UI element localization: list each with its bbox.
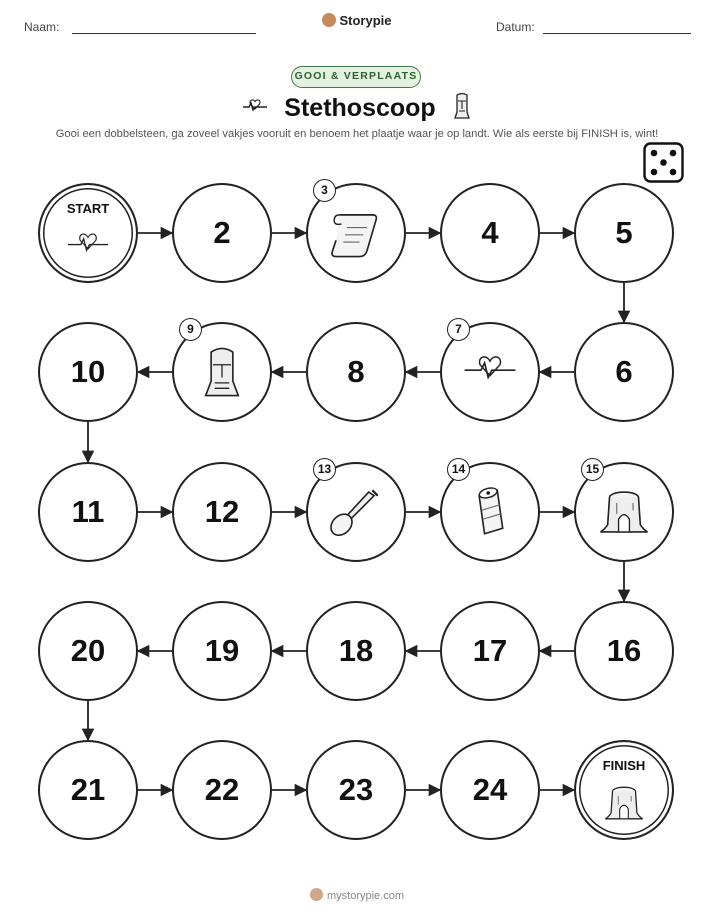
space-number: 17 bbox=[472, 633, 508, 668]
space-number-badge: 9 bbox=[179, 318, 202, 341]
space-number: 8 bbox=[347, 354, 365, 389]
space-number: 11 bbox=[71, 494, 105, 529]
start-space[interactable] bbox=[38, 183, 138, 283]
brand-name: Storypie bbox=[339, 13, 392, 28]
footer-text: mystorypie.com bbox=[326, 890, 405, 902]
board-space-16[interactable] bbox=[574, 601, 674, 701]
space-number-badge: 7 bbox=[447, 318, 470, 341]
tree-stump-icon bbox=[595, 483, 653, 541]
footer bbox=[0, 888, 714, 902]
space-number: 24 bbox=[472, 772, 508, 807]
board-space-18[interactable] bbox=[306, 601, 406, 701]
board-space-20[interactable] bbox=[38, 601, 138, 701]
board-space-8[interactable] bbox=[306, 322, 406, 422]
board-space-11[interactable] bbox=[38, 462, 138, 562]
space-number-badge: 13 bbox=[313, 458, 336, 481]
tree-stump-icon bbox=[601, 780, 647, 826]
space-number: 6 bbox=[615, 354, 633, 389]
space-number: 2 bbox=[213, 215, 231, 250]
finish-label: FINISH bbox=[602, 758, 646, 773]
space-number: 16 bbox=[606, 633, 642, 668]
scroll-icon bbox=[327, 204, 385, 262]
board-space-23[interactable] bbox=[306, 740, 406, 840]
board-space-5[interactable] bbox=[574, 183, 674, 283]
board-space-24[interactable] bbox=[440, 740, 540, 840]
board-space-10[interactable] bbox=[38, 322, 138, 422]
space-number: 10 bbox=[70, 354, 106, 389]
trumpet-horn-icon bbox=[327, 483, 385, 541]
board-space-6[interactable] bbox=[574, 322, 674, 422]
finish-space[interactable] bbox=[574, 740, 674, 840]
board-space-2[interactable] bbox=[172, 183, 272, 283]
title-text: Stethoscoop bbox=[284, 94, 436, 122]
board-space-21[interactable] bbox=[38, 740, 138, 840]
space-number: 18 bbox=[338, 633, 374, 668]
space-number: 22 bbox=[204, 772, 240, 807]
category-pill: GOOI & VERPLAATS bbox=[291, 66, 421, 88]
space-number-badge: 15 bbox=[581, 458, 604, 481]
paper-roll-icon bbox=[461, 483, 519, 541]
space-number: 23 bbox=[338, 772, 374, 807]
instructions: Gooi een dobbelsteen, ga zoveel vakjes vooruit en benoem het plaatje waar je op landt. Wie als eerste bij FINISH is, wint! bbox=[55, 128, 659, 140]
space-number-badge: 3 bbox=[313, 179, 336, 202]
space-number: 19 bbox=[204, 633, 240, 668]
space-number-badge: 14 bbox=[447, 458, 470, 481]
board-space-19[interactable] bbox=[172, 601, 272, 701]
board-space-22[interactable] bbox=[172, 740, 272, 840]
space-number: 21 bbox=[70, 772, 106, 807]
moai-statue-icon bbox=[193, 343, 251, 401]
board-space-12[interactable] bbox=[172, 462, 272, 562]
space-number: 4 bbox=[481, 215, 499, 250]
date-label: Datum: bbox=[496, 20, 535, 34]
board-space-4[interactable] bbox=[440, 183, 540, 283]
space-number: 12 bbox=[204, 494, 240, 529]
space-number: 5 bbox=[615, 215, 633, 250]
board-space-17[interactable] bbox=[440, 601, 540, 701]
name-label: Naam: bbox=[24, 20, 60, 34]
start-label: START bbox=[66, 201, 110, 216]
space-number: 20 bbox=[70, 633, 106, 668]
heartbeat-icon bbox=[461, 343, 519, 401]
heartbeat-icon bbox=[65, 223, 111, 269]
storypie-footer-logo-icon bbox=[310, 888, 323, 901]
